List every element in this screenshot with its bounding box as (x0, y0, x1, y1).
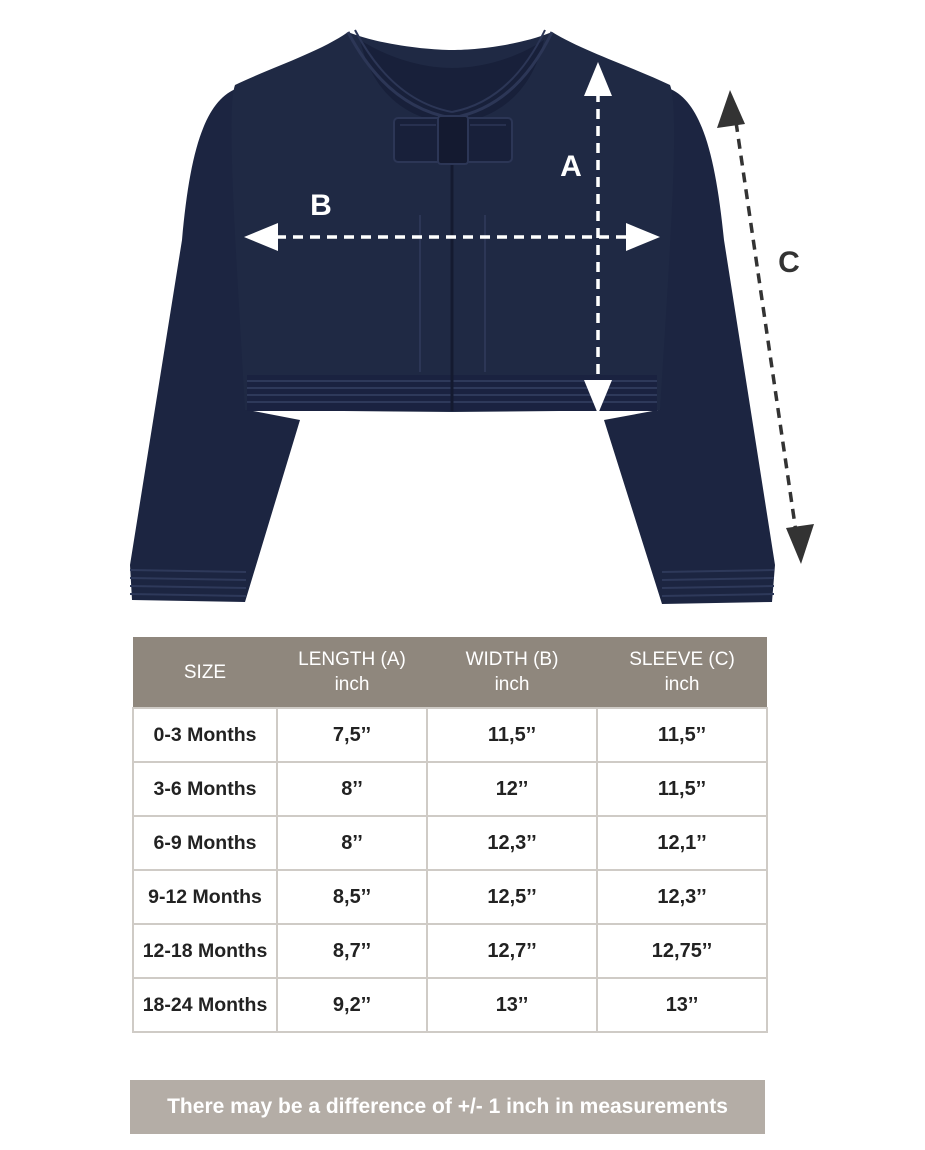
sleeve-cell: 12,3’’ (597, 870, 767, 924)
header-unit: inch (494, 674, 530, 695)
sleeve-cell: 11,5’’ (597, 708, 767, 762)
width-cell: 11,5’’ (427, 708, 597, 762)
header-label: SIZE (183, 661, 227, 683)
label-b: B (310, 189, 332, 222)
header-label: WIDTH (B) (465, 649, 559, 670)
sleeve-cell: 13’’ (597, 978, 767, 1032)
header-width (427, 637, 597, 708)
length-cell: 7,5’’ (277, 708, 427, 762)
size-cell: 6-9 Months (133, 816, 277, 870)
header-unit: inch (334, 674, 370, 695)
sleeve-cell: 12,1’’ (597, 816, 767, 870)
header-unit: inch (664, 674, 700, 695)
size-cell: 3-6 Months (133, 762, 277, 816)
table-row (133, 762, 767, 816)
length-cell: 8’’ (277, 762, 427, 816)
width-cell: 12,3’’ (427, 816, 597, 870)
table-row (133, 924, 767, 978)
width-cell: 12’’ (427, 762, 597, 816)
sleeve-cell: 11,5’’ (597, 762, 767, 816)
size-cell: 0-3 Months (133, 708, 277, 762)
table-row (133, 816, 767, 870)
table-header-row (133, 637, 767, 708)
size-chart-table (132, 637, 768, 1033)
label-a: A (560, 150, 582, 183)
width-cell: 12,7’’ (427, 924, 597, 978)
measurement-disclaimer: There may be a difference of +/- 1 inch in measurements (130, 1080, 765, 1134)
size-cell: 18-24 Months (133, 978, 277, 1032)
table-row (133, 870, 767, 924)
length-cell: 8,5’’ (277, 870, 427, 924)
length-cell: 8’’ (277, 816, 427, 870)
table-row (133, 978, 767, 1032)
header-label: SLEEVE (C) (629, 649, 735, 670)
label-c: C (778, 246, 800, 279)
size-cell: 9-12 Months (133, 870, 277, 924)
width-cell: 13’’ (427, 978, 597, 1032)
sleeve-cell: 12,75’’ (597, 924, 767, 978)
length-cell: 8,7’’ (277, 924, 427, 978)
header-sleeve (597, 637, 767, 708)
size-cell: 12-18 Months (133, 924, 277, 978)
length-cell: 9,2’’ (277, 978, 427, 1032)
header-label: LENGTH (A) (298, 649, 406, 670)
width-cell: 12,5’’ (427, 870, 597, 924)
header-size (133, 637, 277, 708)
header-length (277, 637, 427, 708)
table-row (133, 708, 767, 762)
bow-icon (394, 116, 512, 164)
